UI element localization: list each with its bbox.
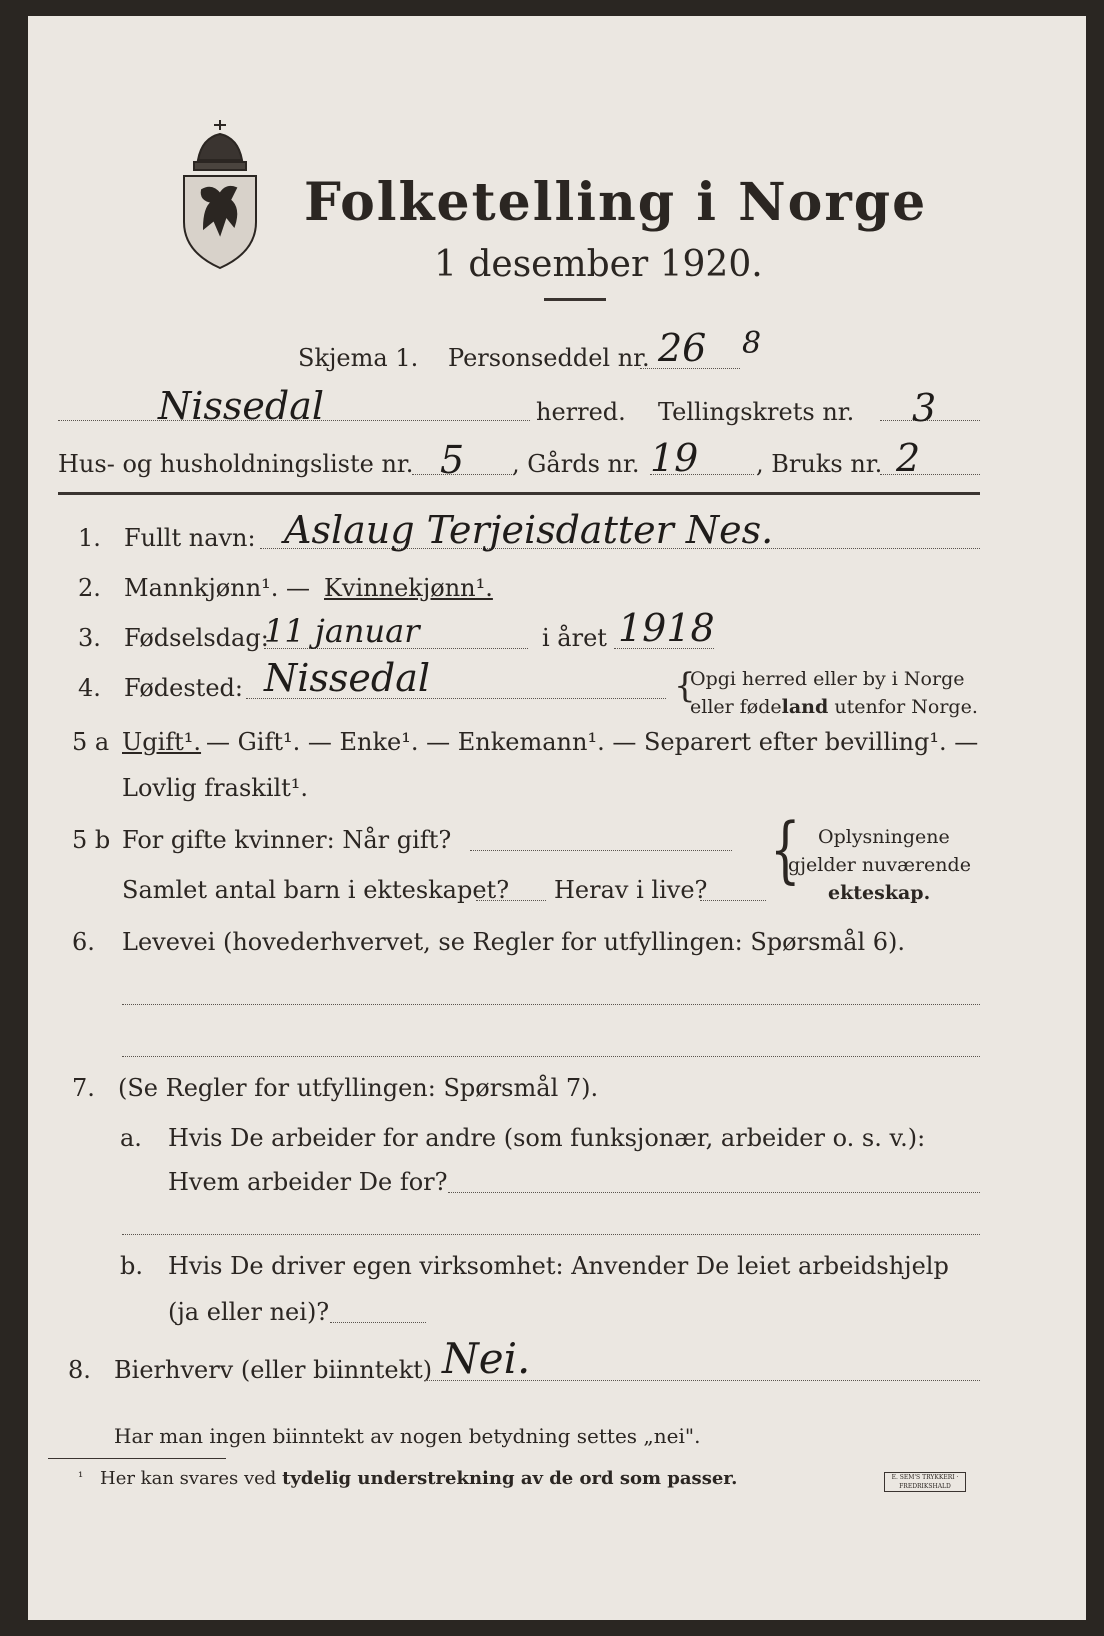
children-label: Samlet antal barn i ekteskapet? [122,876,510,904]
q5b-number: 5 b [72,826,111,854]
herred-value: Nissedal [158,384,325,428]
schema-label: Skjema 1. [298,344,419,372]
q1-number: 1. [78,524,101,552]
hus-value: 5 [440,438,465,482]
gards-value: 19 [650,436,699,480]
q7b-number: b. [120,1252,143,1280]
q8-number: 8. [68,1356,91,1384]
birthplace-value: Nissedal [264,656,431,700]
marriage-note-2: gjelder nuværende [788,854,971,876]
q3-number: 3. [78,624,101,652]
q7b-question: (ja eller nei)? [168,1298,330,1326]
footnote-divider [48,1458,226,1459]
q1-label: Fullt navn: [124,524,256,552]
footnote-text: Her kan svares ved tydelig understrekning av de ord som passer. [100,1468,738,1489]
alive-label: Herav i live? [554,876,708,904]
side-income-value: Nei. [442,1334,531,1383]
brace-icon: { [674,666,696,706]
side-income-note: Har man ingen biinntekt av nogen betydning settes „nei". [114,1424,701,1448]
q7a-number: a. [120,1124,142,1152]
fraskilt-option: Lovlig fraskilt¹. [122,774,309,802]
q4-label: Fødested: [124,674,243,702]
gards-label: , Gårds nr. [512,450,640,478]
title-divider [544,298,606,301]
birthplace-note-1: Opgi herred eller by i Norge [690,668,965,690]
q2-number: 2. [78,574,101,602]
herred-label: herred. [536,398,626,426]
printer-mark: E. SEM'S TRYKKERI · FREDRIKSHALD [884,1472,966,1492]
q7b-text: Hvis De driver egen virksomhet: Anvender De leiet arbeidshjelp [168,1252,949,1280]
personseddel-extra: 8 [742,326,762,361]
q7a-text: Hvis De arbeider for andre (som funksjonær, arbeider o. s. v.): [168,1124,926,1152]
q7-label: (Se Regler for utfyllingen: Spørsmål 7). [118,1074,599,1102]
tellingskrets-label: Tellingskrets nr. [658,398,855,426]
q7-number: 7. [72,1074,95,1102]
brace-icon-2: { [770,808,801,892]
side-income-label: Bierhverv (eller biinntekt) [114,1356,433,1384]
header-divider [58,492,980,495]
coat-of-arms-icon [178,116,262,270]
personseddel-value: 26 [658,326,707,370]
birthday-value: 11 januar [264,612,420,650]
bruks-label: , Bruks nr. [756,450,883,478]
male-option: Mannkjønn¹. — [124,574,311,602]
q4-number: 4. [78,674,101,702]
hus-label: Hus- og husholdningsliste nr. [58,450,414,478]
birthplace-note-2: eller fødeland utenfor Norge. [690,696,978,718]
tellingskrets-value: 3 [912,386,937,430]
personseddel-label: Personseddel nr. [448,344,650,372]
birth-year-value: 1918 [618,606,715,650]
year-label: i året [542,624,607,652]
page-title: Folketelling i Norge [304,172,928,233]
q6-number: 6. [72,928,95,956]
female-option: Kvinnekjønn¹. [324,574,493,602]
bruks-value: 2 [896,436,921,480]
census-form-sheet [28,16,1086,1620]
q7a-question: Hvem arbeider De for? [168,1168,448,1196]
marriage-note-3: ekteskap. [828,882,931,904]
civil-status-options: — Gift¹. — Enke¹. — Enkemann¹. — Separert efter bevilling¹. — [206,728,979,756]
q5a-number: 5 a [72,728,110,756]
full-name-value: Aslaug Terjeisdatter Nes. [284,508,774,552]
married-date-label: For gifte kvinner: Når gift? [122,826,452,854]
marriage-note-1: Oplysningene [818,826,950,848]
footnote-number: ¹ [78,1470,84,1485]
census-date: 1 desember 1920. [434,244,763,285]
q3-label: Fødselsdag: [124,624,269,652]
occupation-label: Levevei (hovederhvervet, se Regler for utfyllingen: Spørsmål 6). [122,928,906,956]
ugift-option: Ugift¹. [122,728,202,756]
